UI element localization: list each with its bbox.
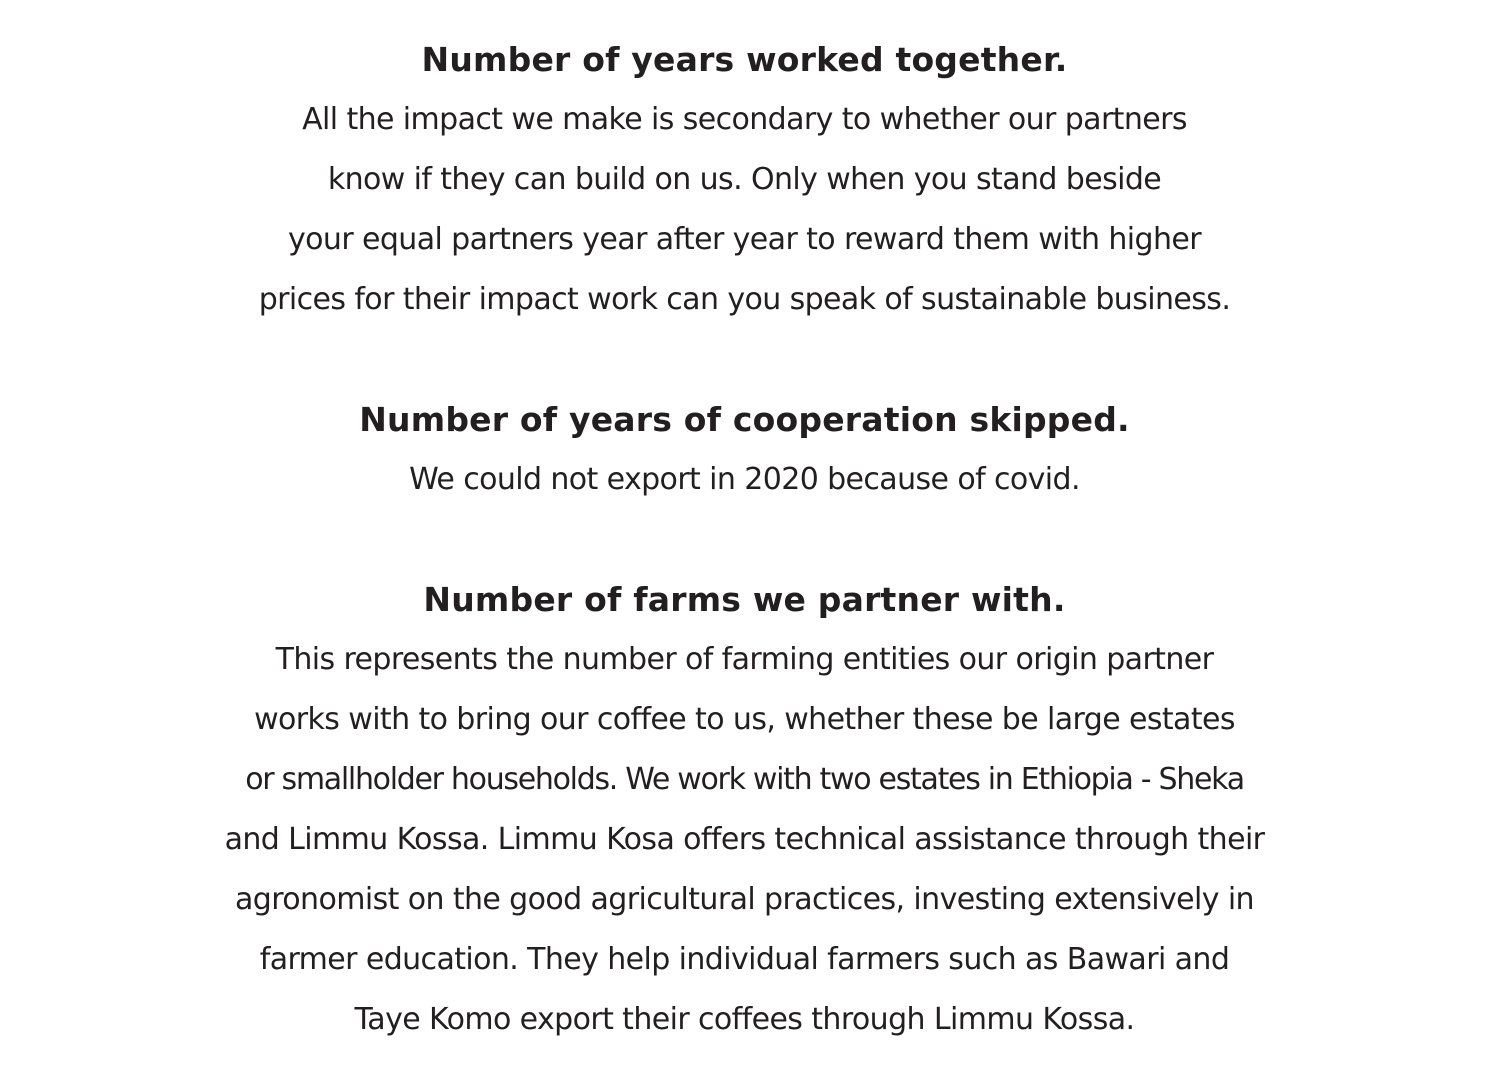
paragraph-line: or smallholder households. We work with two estates in Ethiopia - Sheka bbox=[245, 762, 1244, 797]
paragraph-line: Taye Komo export their coffees through Limmu Kossa. bbox=[354, 1002, 1135, 1037]
paragraph-line: works with to bring our coffee to us, whether these be large estates bbox=[254, 702, 1235, 737]
paragraph-line: agronomist on the good agricultural practices, investing extensively in bbox=[235, 882, 1254, 917]
paragraph-line: farmer education. They help individual farmers such as Bawari and bbox=[259, 942, 1230, 977]
paragraph-line: your equal partners year after year to reward them with higher bbox=[288, 222, 1201, 257]
section-heading: Number of years of cooperation skipped. bbox=[359, 400, 1130, 439]
section-heading: Number of farms we partner with. bbox=[423, 580, 1066, 619]
paragraph-line: and Limmu Kossa. Limmu Kosa offers technical assistance through their bbox=[224, 822, 1265, 857]
paragraph-line: prices for their impact work can you speak of sustainable business. bbox=[258, 282, 1231, 317]
paragraph-line: We could not export in 2020 because of covid. bbox=[409, 462, 1080, 497]
paragraph-line: All the impact we make is secondary to whether our partners bbox=[302, 102, 1187, 137]
paragraph-line: know if they can build on us. Only when you stand beside bbox=[327, 162, 1162, 197]
years-worked-section bbox=[0, 30, 1489, 330]
years-skipped-section bbox=[0, 390, 1489, 510]
farms-partner-section bbox=[0, 570, 1489, 1050]
paragraph-line: This represents the number of farming entities our origin partner bbox=[275, 642, 1214, 677]
section-heading: Number of years worked together. bbox=[421, 40, 1068, 79]
